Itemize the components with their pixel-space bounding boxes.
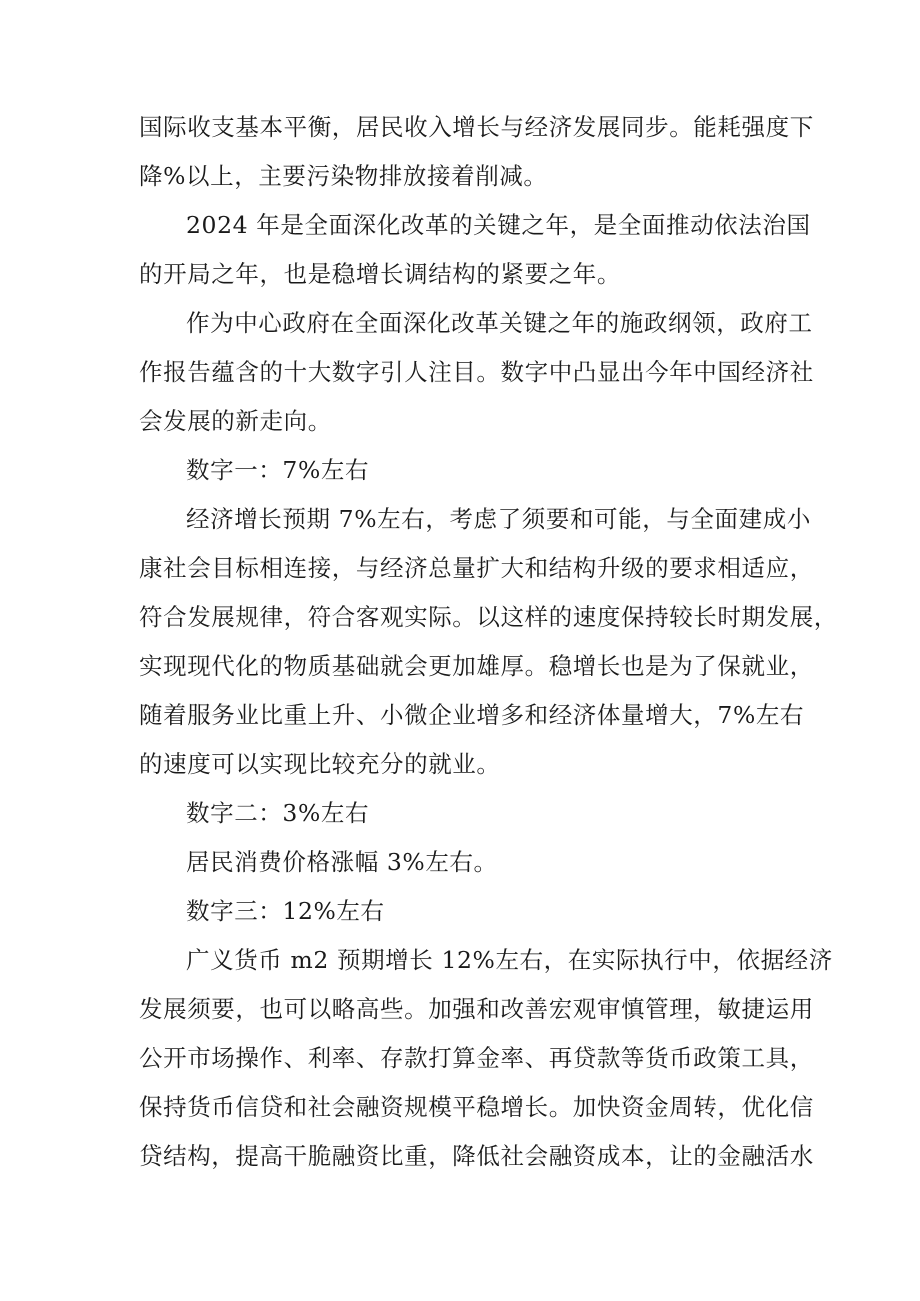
- paragraph-money-supply: [139, 936, 833, 1181]
- text-line: 作为中心政府在全面深化改革关键之年的施政纲领，政府工: [186, 309, 813, 337]
- heading-number-one: [139, 446, 787, 495]
- paragraph-growth-target: [139, 495, 838, 789]
- text-line: 居民消费价格涨幅 3%左右。: [186, 848, 498, 876]
- text-line: 广义货币 m2 预期增长 12%左右，在实际执行中，依据经济: [186, 946, 833, 974]
- text-line: 随着服务业比重上升、小微企业增多和经济体量增大，7%左右: [139, 701, 805, 729]
- text-line: 降%以上，主要污染物排放接着削减。: [139, 162, 548, 190]
- text-line: 数字三：12%左右: [186, 897, 385, 925]
- text-line: 的开局之年，也是稳增长调结构的紧要之年。: [139, 260, 621, 288]
- text-line: 经济增长预期 7%左右，考虑了须要和可能，与全面建成小: [186, 505, 811, 533]
- text-line: 国际收支基本平衡，居民收入增长与经济发展同步。能耗强度下: [139, 113, 814, 141]
- text-line: 发展须要，也可以略高些。加强和改善宏观审慎管理，敏捷运用: [139, 995, 814, 1023]
- text-line: 公开市场操作、利率、存款打算金率、再贷款等货币政策工具，: [139, 1044, 814, 1072]
- text-line: 实现现代化的物质基础就会更加雄厚。稳增长也是为了保就业，: [139, 652, 814, 680]
- paragraph-government-report: [139, 299, 814, 446]
- document-body: [139, 103, 838, 1181]
- text-line: 2024 年是全面深化改革的关键之年，是全面推动依法治国: [186, 211, 811, 239]
- heading-number-three: [139, 887, 787, 936]
- text-line: 作报告蕴含的十大数字引人注目。数字中凸显出今年中国经济社: [139, 358, 814, 386]
- text-line: 会发展的新走向。: [139, 407, 332, 435]
- paragraph-balance: [139, 103, 814, 201]
- paragraph-cpi: [139, 838, 787, 887]
- text-line: 数字二：3%左右: [186, 799, 370, 827]
- text-line: 数字一：7%左右: [186, 456, 370, 484]
- text-line: 康社会目标相连接，与经济总量扩大和结构升级的要求相适应，: [139, 554, 814, 582]
- text-line: 符合发展规律，符合客观实际。以这样的速度保持较长时期发展，: [139, 603, 838, 631]
- text-line: 的速度可以实现比较充分的就业。: [139, 750, 501, 778]
- text-line: 保持货币信贷和社会融资规模平稳增长。加快资金周转，优化信: [139, 1093, 814, 1121]
- paragraph-year-2024: [139, 201, 811, 299]
- text-line: 贷结构，提高干脆融资比重，降低社会融资成本，让的金融活水: [139, 1142, 814, 1170]
- heading-number-two: [139, 789, 787, 838]
